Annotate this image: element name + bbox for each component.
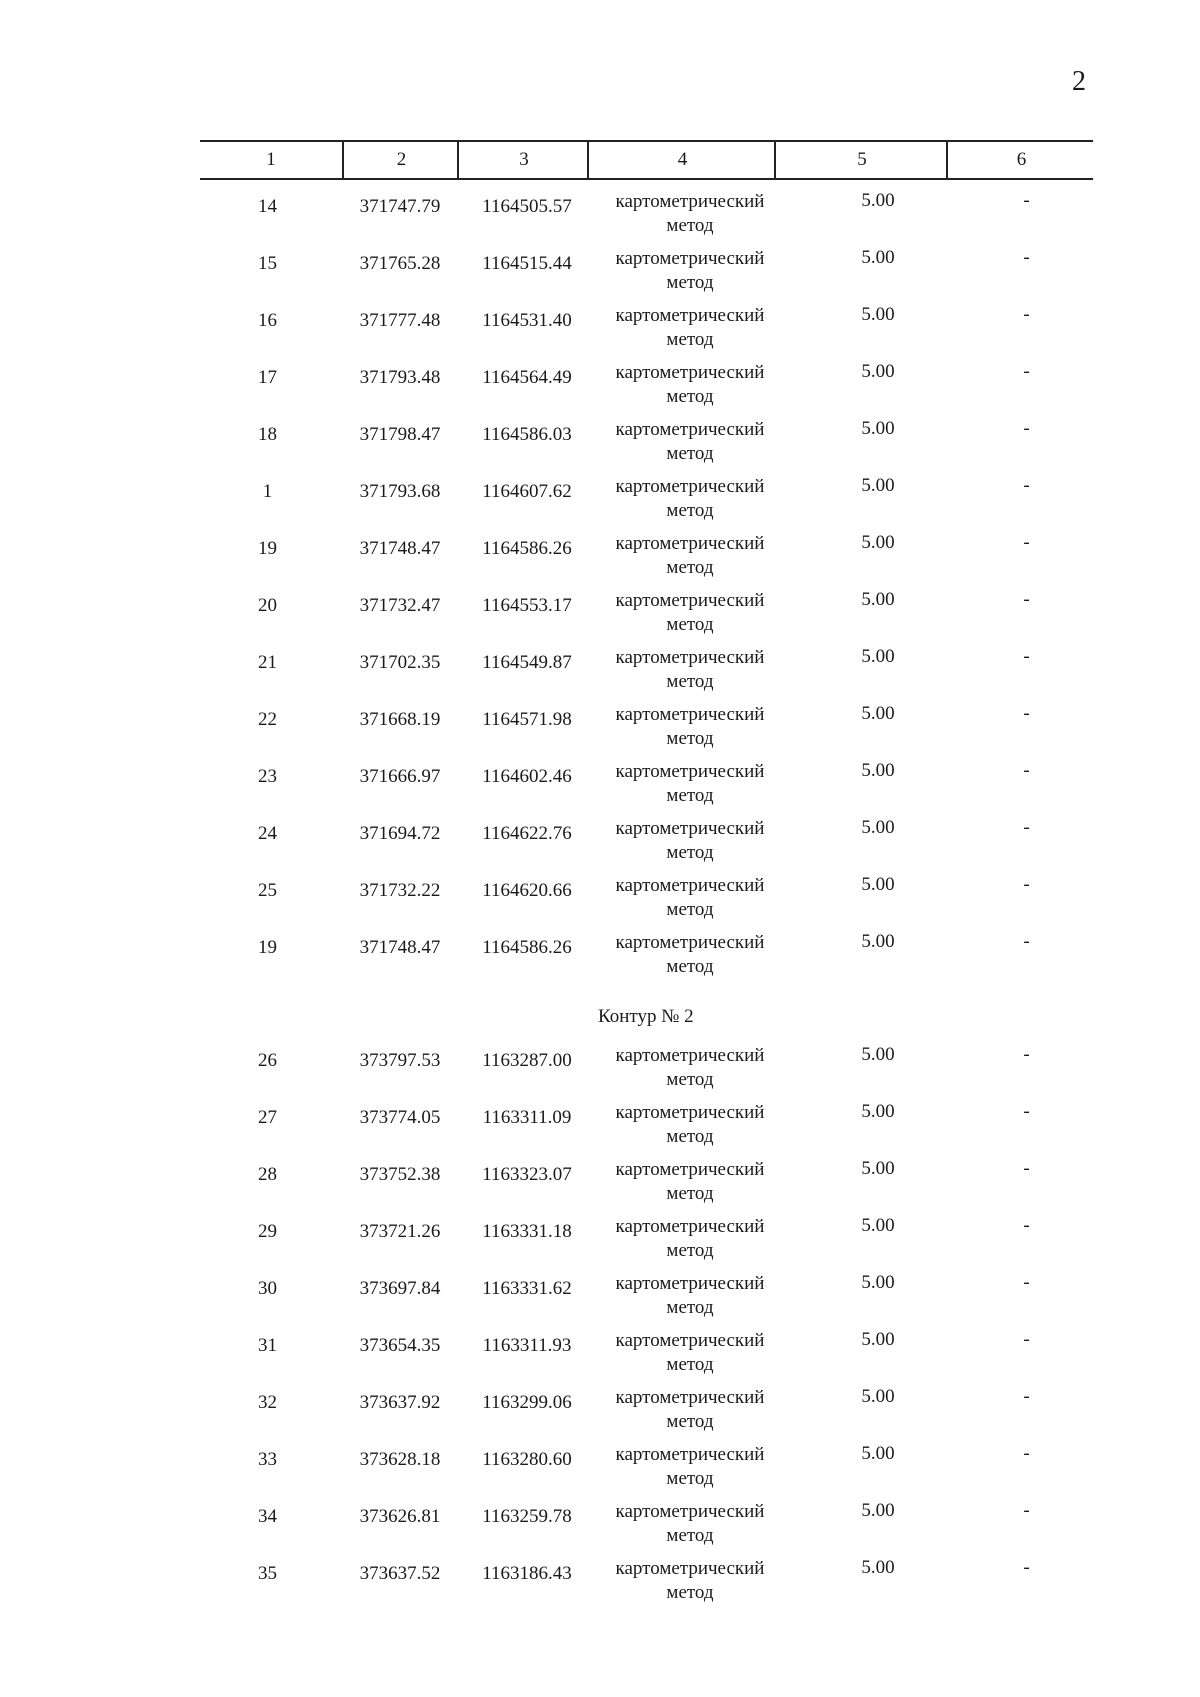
method: [595, 931, 785, 979]
coord-x: 373721.26: [359, 1221, 441, 1242]
point-number: 15: [258, 253, 277, 274]
point-number: 32: [258, 1392, 277, 1413]
table-row: [200, 532, 1093, 589]
point-number: 19: [258, 538, 277, 559]
method-line-1: картометрический: [615, 818, 765, 839]
method-line-2: метод: [666, 443, 714, 464]
coord-x: 371793.48: [359, 367, 441, 388]
point-number: 34: [258, 1506, 277, 1527]
coord-y: 1164586.26: [482, 538, 572, 559]
coord-y: 1164553.17: [482, 595, 572, 616]
method: [595, 874, 785, 922]
coord-y: 1163311.93: [482, 1335, 572, 1356]
method-line-1: картометрический: [615, 476, 765, 497]
accuracy: 5.00: [861, 760, 895, 781]
accuracy: 5.00: [861, 1158, 895, 1179]
table-header: [200, 140, 1093, 180]
coord-y: 1164602.46: [482, 766, 572, 787]
method: [595, 589, 785, 637]
method-line-1: картометрический: [615, 305, 765, 326]
method: [595, 247, 785, 295]
point-number: 31: [258, 1335, 277, 1356]
accuracy: 5.00: [861, 1557, 895, 1578]
method-line-1: картометрический: [615, 1558, 765, 1579]
coord-y: 1163259.78: [482, 1506, 572, 1527]
coord-y: 1164531.40: [482, 310, 572, 331]
coord-x: 373637.92: [359, 1392, 441, 1413]
coord-x: 371732.47: [359, 595, 441, 616]
header-col-3: 3: [457, 142, 589, 178]
coord-y: 1164549.87: [482, 652, 572, 673]
coord-x: 373752.38: [359, 1164, 441, 1185]
method-line-1: картометрический: [615, 191, 765, 212]
accuracy: 5.00: [861, 931, 895, 952]
note: -: [1023, 760, 1030, 781]
coord-x: 373797.53: [359, 1050, 441, 1071]
method: [595, 1044, 785, 1092]
method: [595, 646, 785, 694]
table-row: [200, 304, 1093, 361]
method: [595, 304, 785, 352]
point-number: 33: [258, 1449, 277, 1470]
coordinates-table: [200, 190, 1093, 1614]
header-col-2: 2: [342, 142, 459, 178]
coord-y: 1163280.60: [482, 1449, 572, 1470]
note: -: [1023, 817, 1030, 838]
method-line-2: метод: [666, 272, 714, 293]
method-line-1: картометрический: [615, 533, 765, 554]
coord-x: 371747.79: [359, 196, 441, 217]
note: -: [1023, 1557, 1030, 1578]
method-line-2: метод: [666, 557, 714, 578]
method-line-2: метод: [666, 329, 714, 350]
note: -: [1023, 646, 1030, 667]
table-row: [200, 361, 1093, 418]
coord-x: 371748.47: [359, 937, 441, 958]
method-line-1: картометрический: [615, 1501, 765, 1522]
point-number: 21: [258, 652, 277, 673]
method: [595, 1386, 785, 1434]
accuracy: 5.00: [861, 1329, 895, 1350]
method: [595, 817, 785, 865]
method-line-2: метод: [666, 1240, 714, 1261]
method: [595, 1329, 785, 1377]
coord-x: 371765.28: [359, 253, 441, 274]
point-number: 19: [258, 937, 277, 958]
method-line-1: картометрический: [615, 761, 765, 782]
method: [595, 1158, 785, 1206]
coord-x: 371702.35: [359, 652, 441, 673]
method: [595, 190, 785, 238]
accuracy: 5.00: [861, 1215, 895, 1236]
coord-x: 373637.52: [359, 1563, 441, 1584]
method-line-1: картометрический: [615, 1102, 765, 1123]
method-line-1: картометрический: [615, 362, 765, 383]
table-row: [200, 418, 1093, 475]
note: -: [1023, 1386, 1030, 1407]
coord-x: 371777.48: [359, 310, 441, 331]
coord-y: 1163311.09: [482, 1107, 572, 1128]
method-line-2: метод: [666, 842, 714, 863]
table-row: [200, 817, 1093, 874]
note: -: [1023, 418, 1030, 439]
table-row: [200, 247, 1093, 304]
method-line-2: метод: [666, 614, 714, 635]
method-line-2: метод: [666, 1411, 714, 1432]
coord-y: 1163323.07: [482, 1164, 572, 1185]
method-line-2: метод: [666, 956, 714, 977]
point-number: 22: [258, 709, 277, 730]
accuracy: 5.00: [861, 532, 895, 553]
table-row: [200, 874, 1093, 931]
method-line-1: картометрический: [615, 704, 765, 725]
method: [595, 1557, 785, 1605]
method: [595, 475, 785, 523]
method: [595, 1215, 785, 1263]
note: -: [1023, 1329, 1030, 1350]
point-number: 25: [258, 880, 277, 901]
accuracy: 5.00: [861, 418, 895, 439]
note: -: [1023, 703, 1030, 724]
accuracy: 5.00: [861, 247, 895, 268]
method-line-2: метод: [666, 1183, 714, 1204]
method-line-1: картометрический: [615, 932, 765, 953]
table-row: [200, 1044, 1093, 1101]
accuracy: 5.00: [861, 874, 895, 895]
header-col-6: 6: [946, 142, 1095, 178]
point-number: 28: [258, 1164, 277, 1185]
method-line-2: метод: [666, 215, 714, 236]
note: -: [1023, 1044, 1030, 1065]
table-row: [200, 1557, 1093, 1614]
point-number: 29: [258, 1221, 277, 1242]
accuracy: 5.00: [861, 589, 895, 610]
page-number: 2: [1072, 66, 1086, 97]
coord-y: 1164586.26: [482, 937, 572, 958]
method: [595, 418, 785, 466]
table-row: [200, 1215, 1093, 1272]
contour-label: Контур № 2: [598, 1006, 694, 1027]
coord-y: 1164586.03: [482, 424, 572, 445]
header-col-5: 5: [774, 142, 948, 178]
accuracy: 5.00: [861, 1272, 895, 1293]
table-row: [200, 1101, 1093, 1158]
method-line-1: картометрический: [615, 590, 765, 611]
coord-x: 371694.72: [359, 823, 441, 844]
method-line-2: метод: [666, 1126, 714, 1147]
accuracy: 5.00: [861, 304, 895, 325]
note: -: [1023, 931, 1030, 952]
table-row: [200, 1386, 1093, 1443]
method: [595, 532, 785, 580]
table-row: [200, 1272, 1093, 1329]
table-row: [200, 190, 1093, 247]
method: [595, 1443, 785, 1491]
coord-y: 1164620.66: [482, 880, 572, 901]
method-line-2: метод: [666, 1069, 714, 1090]
note: -: [1023, 1272, 1030, 1293]
method: [595, 1500, 785, 1548]
header-col-1: 1: [266, 149, 276, 170]
coord-y: 1163331.62: [482, 1278, 572, 1299]
coord-x: 371793.68: [359, 481, 441, 502]
coord-x: 371668.19: [359, 709, 441, 730]
method-line-1: картометрический: [615, 419, 765, 440]
method: [595, 361, 785, 409]
table-row: [200, 1329, 1093, 1386]
header-col-4: 4: [587, 142, 776, 178]
method-line-2: метод: [666, 899, 714, 920]
point-number: 35: [258, 1563, 277, 1584]
note: -: [1023, 247, 1030, 268]
table-row: [200, 760, 1093, 817]
table-row: [200, 703, 1093, 760]
method-line-2: метод: [666, 1354, 714, 1375]
coord-y: 1163299.06: [482, 1392, 572, 1413]
accuracy: 5.00: [861, 646, 895, 667]
coord-y: 1164571.98: [482, 709, 572, 730]
coord-x: 373628.18: [359, 1449, 441, 1470]
coord-x: 371748.47: [359, 538, 441, 559]
note: -: [1023, 1500, 1030, 1521]
coord-x: 373654.35: [359, 1335, 441, 1356]
coord-x: 373626.81: [359, 1506, 441, 1527]
method-line-1: картометрический: [615, 1387, 765, 1408]
contour-heading: [200, 988, 1093, 1044]
coord-y: 1163186.43: [482, 1563, 572, 1584]
method-line-2: метод: [666, 1297, 714, 1318]
coord-x: 373774.05: [359, 1107, 441, 1128]
point-number: 14: [258, 196, 277, 217]
method-line-1: картометрический: [615, 248, 765, 269]
coord-y: 1164564.49: [482, 367, 572, 388]
coord-y: 1164622.76: [482, 823, 572, 844]
coord-x: 371666.97: [359, 766, 441, 787]
note: -: [1023, 532, 1030, 553]
table-row: [200, 1443, 1093, 1500]
method: [595, 1101, 785, 1149]
accuracy: 5.00: [861, 1101, 895, 1122]
method-line-2: метод: [666, 671, 714, 692]
point-number: 17: [258, 367, 277, 388]
note: -: [1023, 874, 1030, 895]
method-line-2: метод: [666, 728, 714, 749]
method-line-1: картометрический: [615, 875, 765, 896]
accuracy: 5.00: [861, 1500, 895, 1521]
method: [595, 703, 785, 751]
accuracy: 5.00: [861, 190, 895, 211]
method-line-2: метод: [666, 500, 714, 521]
method-line-1: картометрический: [615, 1159, 765, 1180]
coord-y: 1164505.57: [482, 196, 572, 217]
note: -: [1023, 1443, 1030, 1464]
accuracy: 5.00: [861, 475, 895, 496]
point-number: 16: [258, 310, 277, 331]
table-row: [200, 589, 1093, 646]
method-line-1: картометрический: [615, 1444, 765, 1465]
method-line-2: метод: [666, 1468, 714, 1489]
accuracy: 5.00: [861, 703, 895, 724]
point-number: 24: [258, 823, 277, 844]
point-number: 23: [258, 766, 277, 787]
note: -: [1023, 1215, 1030, 1236]
point-number: 20: [258, 595, 277, 616]
table-row: [200, 931, 1093, 988]
method: [595, 760, 785, 808]
note: -: [1023, 1158, 1030, 1179]
method-line-1: картометрический: [615, 647, 765, 668]
table-row: [200, 646, 1093, 703]
point-number: 18: [258, 424, 277, 445]
point-number: 27: [258, 1107, 277, 1128]
table-row: [200, 1500, 1093, 1557]
note: -: [1023, 190, 1030, 211]
method-line-1: картометрический: [615, 1330, 765, 1351]
note: -: [1023, 589, 1030, 610]
note: -: [1023, 304, 1030, 325]
table-row: [200, 1158, 1093, 1215]
accuracy: 5.00: [861, 1044, 895, 1065]
coord-x: 371732.22: [359, 880, 441, 901]
coord-y: 1163287.00: [482, 1050, 572, 1071]
accuracy: 5.00: [861, 1386, 895, 1407]
table-row: [200, 475, 1093, 532]
method-line-2: метод: [666, 1525, 714, 1546]
coord-y: 1163331.18: [482, 1221, 572, 1242]
method-line-2: метод: [666, 386, 714, 407]
method-line-2: метод: [666, 785, 714, 806]
method-line-2: метод: [666, 1582, 714, 1603]
accuracy: 5.00: [861, 361, 895, 382]
point-number: 1: [262, 481, 273, 502]
point-number: 26: [258, 1050, 277, 1071]
method: [595, 1272, 785, 1320]
coord-y: 1164515.44: [482, 253, 572, 274]
coord-y: 1164607.62: [482, 481, 572, 502]
accuracy: 5.00: [861, 1443, 895, 1464]
point-number: 30: [258, 1278, 277, 1299]
coord-x: 373697.84: [359, 1278, 441, 1299]
method-line-1: картометрический: [615, 1216, 765, 1237]
note: -: [1023, 1101, 1030, 1122]
method-line-1: картометрический: [615, 1045, 765, 1066]
note: -: [1023, 475, 1030, 496]
note: -: [1023, 361, 1030, 382]
accuracy: 5.00: [861, 817, 895, 838]
method-line-1: картометрический: [615, 1273, 765, 1294]
coord-x: 371798.47: [359, 424, 441, 445]
